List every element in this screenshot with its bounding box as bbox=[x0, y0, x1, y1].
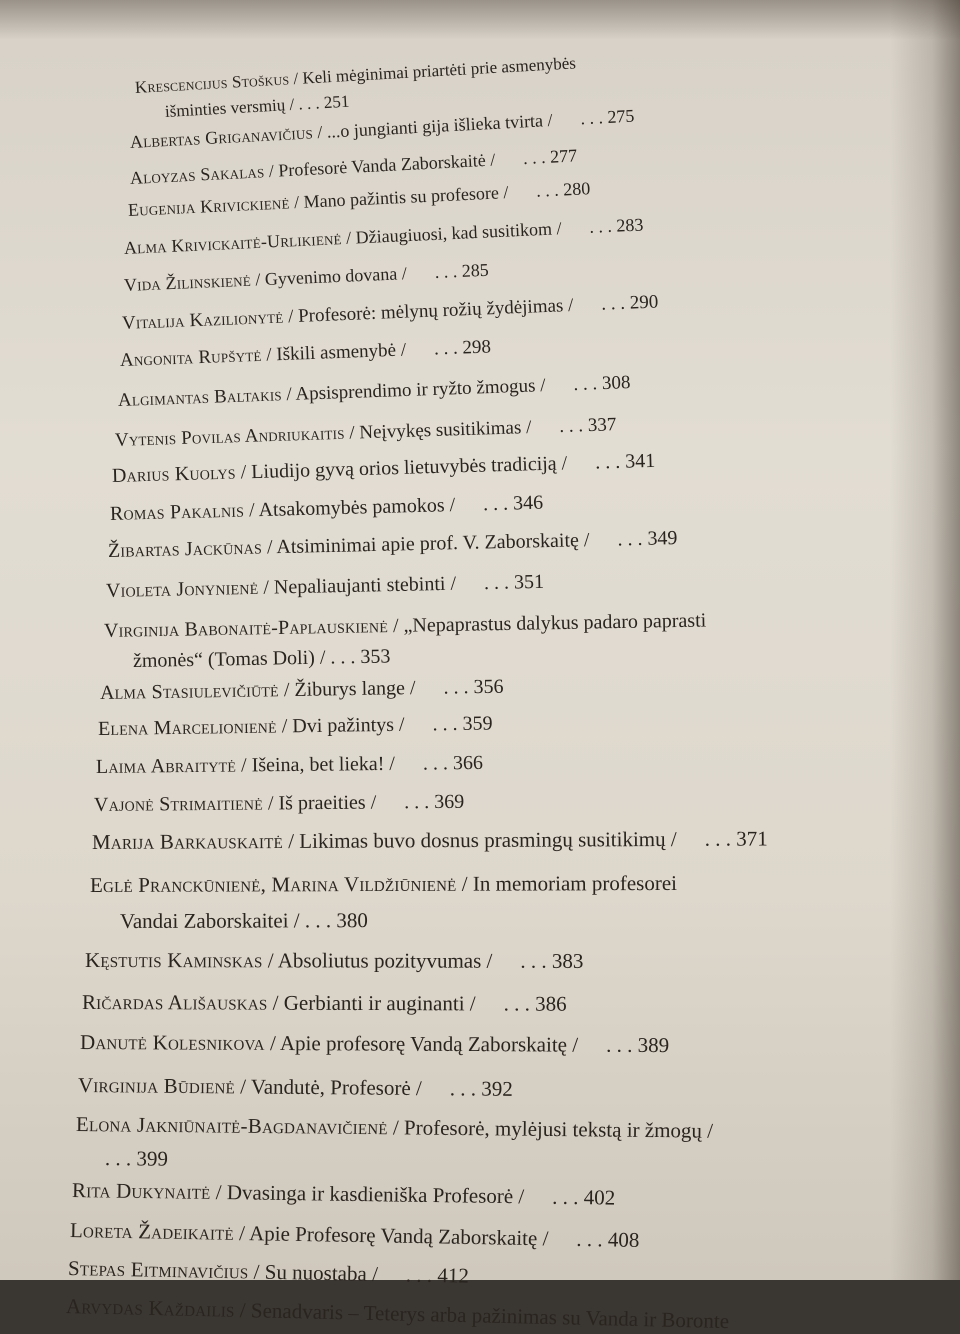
toc-page-number: . . . 392 bbox=[449, 1076, 513, 1101]
toc-title: ...o jungianti gija išlieka tvirta / bbox=[326, 109, 553, 142]
toc-separator: / bbox=[289, 191, 305, 213]
toc-title: Mano pažintis su profesore / bbox=[303, 182, 509, 212]
toc-separator: / bbox=[267, 990, 284, 1015]
toc-author: Laima Abraitytė bbox=[95, 754, 237, 778]
toc-separator: / bbox=[261, 536, 277, 559]
toc-separator: / bbox=[234, 1297, 252, 1323]
toc-entry bbox=[110, 492, 544, 526]
toc-author: Alma Stasiulevičiūtė bbox=[99, 679, 280, 704]
toc-title: „Nepaprastus dalykus padaro paprasti bbox=[403, 609, 707, 637]
toc-separator: / bbox=[387, 1115, 405, 1140]
toc-author: Albertas Griganavičius bbox=[129, 122, 314, 152]
toc-title: Keli mėginimai priartėti prie asmenybės bbox=[301, 53, 577, 88]
toc-author: Virginija Būdienė bbox=[77, 1073, 236, 1099]
toc-author: Elena Marcelionienė bbox=[97, 715, 277, 740]
toc-separator: / bbox=[278, 678, 295, 702]
toc-continuation: Vandai Zaborskaitei / . . . 380 bbox=[119, 908, 368, 933]
toc-title: Profesorė Vanda Zaborskaitė / bbox=[277, 149, 496, 181]
toc-author: Stepas Eitminavičius bbox=[67, 1256, 249, 1284]
toc-author: Eglė Pranckūnienė, Marina Vildžiūnienė bbox=[89, 871, 457, 897]
toc-page-number: . . . 280 bbox=[535, 178, 591, 201]
toc-title: Dvasinga ir kasdieniška Profesorė / bbox=[226, 1180, 525, 1209]
toc-title: Atsakomybės pamokos / bbox=[258, 493, 456, 522]
toc-page-number: . . . 366 bbox=[422, 751, 484, 775]
toc-entry bbox=[112, 450, 656, 488]
toc-separator: / bbox=[263, 160, 279, 182]
toc-entry bbox=[120, 336, 492, 372]
toc-title: Vandutė, Profesorė / bbox=[250, 1074, 422, 1100]
toc-page-number: . . . 402 bbox=[552, 1184, 616, 1210]
toc-author: Angonita Rupšytė bbox=[119, 344, 262, 371]
toc-author: Rita Dukynaitė bbox=[71, 1178, 211, 1204]
toc-page-number: . . . 285 bbox=[434, 259, 490, 282]
toc-author: Arvydas Každailis bbox=[65, 1294, 235, 1322]
toc-author: Darius Kuolys bbox=[111, 461, 237, 487]
toc-entry bbox=[118, 372, 631, 412]
toc-page-number: . . . 308 bbox=[573, 372, 631, 396]
toc-author: Loreta Žadeikaitė bbox=[69, 1218, 235, 1245]
toc-entry bbox=[134, 53, 576, 98]
toc-author: Krescencijus Stoškus bbox=[134, 69, 290, 97]
toc-separator: / bbox=[344, 422, 360, 444]
toc-entry bbox=[70, 1218, 640, 1253]
toc-entry bbox=[78, 1073, 513, 1102]
toc-title: Liudijo gyvą orios lietuvybės tradiciją / bbox=[250, 452, 568, 484]
toc-entry bbox=[82, 990, 567, 1017]
toc-title: Džiaugiuosi, kad susitikom / bbox=[355, 218, 562, 248]
toc-separator: / bbox=[312, 121, 328, 143]
toc-page-number: . . . 371 bbox=[704, 826, 768, 851]
toc-author: Marija Barkauskaitė bbox=[91, 829, 283, 854]
toc-page-number: . . . 408 bbox=[576, 1226, 640, 1252]
toc-entry bbox=[124, 214, 644, 259]
toc-separator: / bbox=[235, 754, 252, 777]
toc-title: Absoliutus pozityvumas / bbox=[277, 948, 493, 973]
toc-separator: / bbox=[233, 1220, 250, 1246]
toc-separator: / bbox=[281, 383, 296, 406]
toc-title: Atsiminimai apie prof. V. Zaborskaitę / bbox=[276, 529, 590, 559]
toc-title: Apsisprendimo ir ryžto žmogus / bbox=[295, 375, 546, 405]
toc-page-number: . . . 386 bbox=[503, 991, 567, 1016]
toc-continuation: . . . 399 bbox=[104, 1146, 169, 1171]
toc-separator: / bbox=[264, 1030, 280, 1056]
toc-author: Vida Žilinskienė bbox=[123, 269, 252, 295]
toc-title: Žiburys lange / bbox=[294, 677, 416, 701]
toc-entry bbox=[122, 291, 659, 335]
toc-title: Su nuostaba / bbox=[264, 1259, 379, 1286]
toc-separator: / bbox=[262, 792, 279, 815]
toc-author: Violeta Jonynienė bbox=[105, 576, 259, 602]
toc-continuation: žmonės“ (Tomas Doli) / . . . 353 bbox=[132, 645, 391, 672]
toc-author: Žibartas Jackūnas bbox=[107, 536, 263, 562]
toc-author: Eugenija Krivickienė bbox=[127, 192, 291, 220]
toc-page-number: . . . 349 bbox=[617, 527, 678, 551]
toc-page-number: . . . 337 bbox=[558, 414, 617, 438]
toc-separator: / bbox=[282, 305, 299, 328]
toc-separator: / bbox=[258, 576, 275, 599]
toc-page-number: . . . 389 bbox=[606, 1032, 670, 1058]
toc-entry bbox=[80, 1030, 669, 1058]
toc-author: Alma Krivickaitė-Urlikienė bbox=[123, 228, 343, 258]
toc-entry bbox=[100, 676, 504, 705]
toc-separator: / bbox=[235, 461, 252, 484]
toc-entry bbox=[108, 527, 678, 563]
toc-title: Profesorė, mylėjusi tekstą ir žmogų / bbox=[403, 1115, 714, 1143]
toc-page-number: . . . 356 bbox=[443, 675, 504, 699]
toc-page-number: . . . 283 bbox=[588, 214, 644, 237]
toc-page-number: . . . 369 bbox=[404, 790, 465, 814]
toc-separator: / bbox=[276, 715, 293, 738]
toc-entry bbox=[66, 1294, 730, 1334]
toc-title: In memoriam profesorei bbox=[472, 870, 677, 896]
toc-separator: / bbox=[262, 948, 278, 973]
toc-separator: / bbox=[243, 499, 259, 522]
toc-entry bbox=[115, 414, 617, 452]
toc-entry bbox=[76, 1112, 713, 1144]
toc-entry bbox=[98, 712, 493, 741]
toc-page-number: . . . 341 bbox=[594, 449, 656, 474]
toc-author: Vajonė Strimaitienė bbox=[93, 792, 263, 816]
toc-page-number: . . . 277 bbox=[522, 145, 578, 169]
toc-author: Elona Jakniūnaitė-Bagdanavičienė bbox=[75, 1112, 388, 1140]
toc-author: Ričardas Ališauskas bbox=[81, 990, 268, 1015]
toc-entry bbox=[90, 871, 677, 898]
toc-author: Danutė Kolesnikova bbox=[79, 1030, 265, 1055]
toc-author: Vytenis Povilas Andriukaitis bbox=[114, 422, 345, 451]
toc-author: Algimantas Baltakis bbox=[117, 384, 283, 411]
toc-title: Apie profesorę Vandą Zaborskaitę / bbox=[279, 1031, 579, 1057]
toc-page-number: . . . 346 bbox=[482, 491, 544, 516]
toc-entry bbox=[104, 609, 707, 643]
toc-separator: / bbox=[341, 227, 357, 249]
toc-page-number: . . . 359 bbox=[432, 712, 493, 736]
toc-title: Profesorė: mėlynų rožių žydėjimas / bbox=[297, 294, 574, 327]
toc-author: Romas Pakalnis bbox=[109, 499, 245, 525]
toc-page-number: . . . 275 bbox=[579, 105, 635, 129]
toc-entry bbox=[68, 1256, 469, 1289]
toc-separator: / bbox=[282, 828, 300, 854]
toc-separator: / bbox=[210, 1179, 228, 1205]
toc-entry bbox=[96, 752, 483, 779]
toc-title: Dvi pažintys / bbox=[292, 713, 405, 738]
toc-page-number: . . . 412 bbox=[405, 1262, 470, 1288]
toc-continuation: išminties versmių / . . . 251 bbox=[164, 91, 350, 121]
toc-title: Neįvykęs susitikimas / bbox=[359, 416, 532, 444]
toc-title: Apie Profesorę Vandą Zaborskaitę / bbox=[248, 1221, 549, 1251]
toc-entry bbox=[94, 791, 464, 817]
toc-separator: / bbox=[261, 344, 277, 366]
toc-author: Aloyzas Sakalas bbox=[129, 161, 265, 188]
toc-entry bbox=[92, 826, 768, 855]
toc-page-number: . . . 351 bbox=[483, 570, 545, 595]
toc-author: Kęstutis Kaminskas bbox=[84, 948, 263, 973]
toc-separator: / bbox=[456, 871, 473, 896]
toc-title: Nepaliaujanti stebinti / bbox=[273, 572, 457, 599]
toc-title: Gerbianti ir auginanti / bbox=[283, 990, 476, 1016]
toc-author: Virginija Babonaitė-Paplauskienė bbox=[103, 615, 389, 642]
toc-entry bbox=[124, 260, 490, 296]
toc-separator: / bbox=[250, 269, 266, 290]
toc-separator: / bbox=[248, 1259, 266, 1284]
toc-title: Iškili asmenybė / bbox=[275, 339, 407, 366]
toc-page-number: . . . 290 bbox=[600, 291, 659, 315]
toc-page-number: . . . 298 bbox=[433, 336, 492, 360]
toc-entry bbox=[85, 948, 583, 974]
toc-separator: / bbox=[288, 68, 303, 89]
toc-entry bbox=[72, 1178, 616, 1211]
toc-separator: / bbox=[234, 1074, 252, 1099]
toc-separator: / bbox=[387, 614, 404, 638]
toc-author: Vitalija Kazilionytė bbox=[121, 306, 284, 334]
toc-title: Iš praeities / bbox=[278, 791, 377, 815]
toc-title: Likimas buvo dosnus prasmingų susitikimų / bbox=[299, 826, 677, 853]
toc-page-number: . . . 383 bbox=[520, 948, 584, 973]
toc-title: Išeina, bet lieka! / bbox=[251, 752, 396, 777]
toc-title: Senadvaris – Teterys arba pažinimas su Vanda ir Boronte bbox=[250, 1298, 730, 1334]
toc-title: Gyvenimo dovana / bbox=[264, 263, 408, 290]
toc-entry bbox=[106, 571, 545, 603]
